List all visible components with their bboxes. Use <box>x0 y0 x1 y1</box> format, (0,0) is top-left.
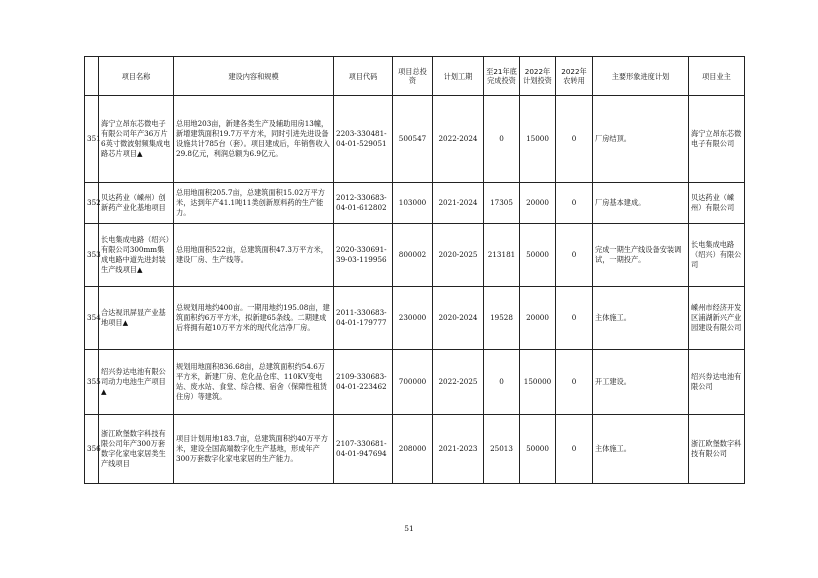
cumulative-investment: 17305 <box>484 183 520 224</box>
progress-plan: 厂房结顶。 <box>593 96 689 183</box>
header-code: 项目代码 <box>334 57 393 96</box>
plan-period: 2021-2023 <box>433 415 484 484</box>
total-investment: 500547 <box>393 96 433 183</box>
header-index <box>85 57 99 96</box>
table-row <box>85 350 745 415</box>
land-2022: 0 <box>556 224 593 287</box>
plan-period: 2020-2024 <box>433 287 484 350</box>
progress-plan: 主体施工。 <box>593 287 689 350</box>
project-owner: 贝达药业（嵊州）有限公司 <box>689 183 745 224</box>
cumulative-investment: 213181 <box>484 224 520 287</box>
project-content: 总用地203亩，新建各类生产及辅助用房13幢，新增建筑面积19.7万平方米，同时引进先进设备设施共计785台（套）。项目建成后，年销售收入29.8亿元，利润总额为6.9亿元。 <box>174 96 334 183</box>
table-row <box>85 415 745 484</box>
total-investment: 700000 <box>393 350 433 415</box>
project-name: 合达视讯屏显产业基地项目▲ <box>99 287 174 350</box>
progress-plan: 厂房基本建成。 <box>593 183 689 224</box>
progress-plan: 主体施工。 <box>593 415 689 484</box>
header-name: 项目名称 <box>99 57 174 96</box>
header-total: 项目总投资 <box>393 57 433 96</box>
project-content: 总规划用地约400亩。一期用地约195.08亩，建筑面积约6万平方米，拟新建65条线。二期建成后将拥有超10万平方米的现代化洁净厂房。 <box>174 287 334 350</box>
row-number: 355 <box>85 350 99 415</box>
project-code: 2011-330683-04-01-179777 <box>334 287 393 350</box>
project-name: 海宁立昂东芯微电子有限公司年产36万片6英寸微波射频集成电路芯片项目▲ <box>99 96 174 183</box>
plan-2022-investment: 15000 <box>520 96 556 183</box>
table-header-row <box>85 57 745 96</box>
plan-2022-investment: 50000 <box>520 415 556 484</box>
header-progress: 主要形象进度计划 <box>593 57 689 96</box>
project-name: 贝达药业（嵊州）创新药产业化基地项目 <box>99 183 174 224</box>
plan-2022-investment: 20000 <box>520 287 556 350</box>
progress-plan: 开工建设。 <box>593 350 689 415</box>
project-owner: 长电集成电路（绍兴）有限公司 <box>689 224 745 287</box>
project-code: 2012-330683-04-01-612802 <box>334 183 393 224</box>
plan-period: 2022-2024 <box>433 96 484 183</box>
project-content: 规划用地面积836.68亩，总建筑面积约54.6万平方米，新建厂房、危化品仓库、110KV变电站、废水站、食堂、综合楼、宿舍（保障性租赁住房）等建筑。 <box>174 350 334 415</box>
cumulative-investment: 25013 <box>484 415 520 484</box>
plan-period: 2020-2025 <box>433 224 484 287</box>
cumulative-investment: 0 <box>484 96 520 183</box>
project-name: 浙江欧堡数字科技有限公司年产300万套数字化家电家居类生产线项目 <box>99 415 174 484</box>
project-content: 总用地面积205.7亩，总建筑面积15.02万平方米，达到年产41.1吨11类创新原料药的生产能力。 <box>174 183 334 224</box>
row-number: 353 <box>85 224 99 287</box>
header-content: 建设内容和规模 <box>174 57 334 96</box>
page-number: 51 <box>404 524 414 533</box>
project-code: 2203-330481-04-01-529051 <box>334 96 393 183</box>
project-owner: 海宁立昂东芯微电子有限公司 <box>689 96 745 183</box>
header-plan2022: 2022年计划投资 <box>520 57 556 96</box>
land-2022: 0 <box>556 350 593 415</box>
row-number: 352 <box>85 183 99 224</box>
project-name: 绍兴券达电池有限公司动力电池生产项目▲ <box>99 350 174 415</box>
table-row <box>85 287 745 350</box>
plan-period: 2022-2025 <box>433 350 484 415</box>
land-2022: 0 <box>556 287 593 350</box>
land-2022: 0 <box>556 415 593 484</box>
project-code: 2020-330691-39-03-119956 <box>334 224 393 287</box>
project-owner: 嵊州市经济开发区浦湖新兴产业园建设有限公司 <box>689 287 745 350</box>
plan-2022-investment: 20000 <box>520 183 556 224</box>
project-table-container <box>84 56 744 484</box>
cumulative-investment: 19528 <box>484 287 520 350</box>
plan-period: 2021-2024 <box>433 183 484 224</box>
total-investment: 208000 <box>393 415 433 484</box>
project-content: 总用地面积522亩，总建筑面积47.3万平方米，建设厂房、生产线等。 <box>174 224 334 287</box>
project-name: 长电集成电路（绍兴）有限公司300mm集成电路中道先进封装生产线项目▲ <box>99 224 174 287</box>
land-2022: 0 <box>556 183 593 224</box>
table-row <box>85 224 745 287</box>
project-table <box>84 56 745 484</box>
progress-plan: 完成一期生产线设备安装调试，一期投产。 <box>593 224 689 287</box>
project-owner: 绍兴券达电池有限公司 <box>689 350 745 415</box>
header-cum: 至21年底完成投资 <box>484 57 520 96</box>
header-period: 计划工期 <box>433 57 484 96</box>
total-investment: 230000 <box>393 287 433 350</box>
row-number: 354 <box>85 287 99 350</box>
total-investment: 103000 <box>393 183 433 224</box>
header-land2022: 2022年农转用 <box>556 57 593 96</box>
cumulative-investment: 0 <box>484 350 520 415</box>
table-row <box>85 183 745 224</box>
plan-2022-investment: 50000 <box>520 224 556 287</box>
project-owner: 浙江欧堡数字科技有限公司 <box>689 415 745 484</box>
total-investment: 800002 <box>393 224 433 287</box>
plan-2022-investment: 150000 <box>520 350 556 415</box>
header-owner: 项目业主 <box>689 57 745 96</box>
project-code: 2109-330683-04-01-223462 <box>334 350 393 415</box>
table-row <box>85 96 745 183</box>
row-number: 356 <box>85 415 99 484</box>
land-2022: 0 <box>556 96 593 183</box>
project-code: 2107-330681-04-01-947694 <box>334 415 393 484</box>
project-content: 项目计划用地183.7亩，总建筑面积约40万平方米，建设全国高端数字化生产基地，形成年产300万套数字化家电家居的生产能力。 <box>174 415 334 484</box>
row-number: 351 <box>85 96 99 183</box>
